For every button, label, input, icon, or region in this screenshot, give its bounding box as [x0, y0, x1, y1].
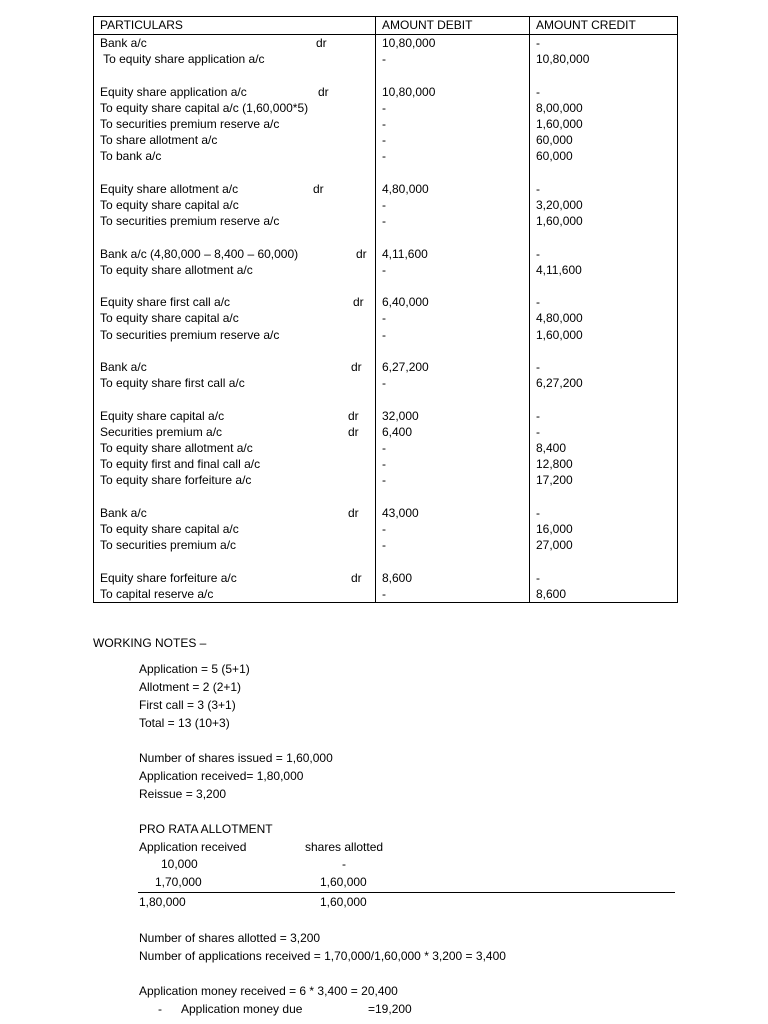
particulars-text: To securities premium reserve a/c [100, 117, 280, 131]
debit-amount-cell: 10,80,000 [376, 35, 530, 52]
particulars-cell [94, 100, 376, 116]
particulars-text: To securities premium a/c [100, 538, 237, 553]
credit-amount-cell [530, 343, 678, 359]
particulars-text: To equity share capital a/c [100, 521, 239, 536]
table-row [94, 408, 678, 424]
table-row [94, 165, 678, 181]
particulars-text: Equity share first call a/c [100, 295, 231, 310]
particulars-text: Equity share forfeiture a/c [100, 570, 237, 585]
ratio-line: First call = 3 (3+1) [139, 698, 236, 712]
ratio-line: Total = 13 (10+3) [139, 716, 230, 730]
table-row [94, 391, 678, 407]
credit-amount-cell [530, 391, 678, 407]
table-header-row [94, 17, 678, 35]
credit-amount-cell: - [530, 359, 678, 375]
debit-amount-cell: - [376, 456, 530, 472]
credit-amount-cell: 4,11,600 [530, 262, 678, 278]
header-particulars: PARTICULARS [94, 17, 376, 35]
ratio-line: Application = 5 (5+1) [139, 662, 250, 676]
particulars-cell [94, 67, 376, 83]
particulars-cell [94, 148, 376, 164]
particulars-cell [94, 489, 376, 505]
credit-amount-cell: 17,200 [530, 472, 678, 488]
particulars-text: To securities premium reserve a/c [100, 327, 280, 342]
particulars-cell [94, 35, 376, 52]
debit-amount-cell: - [376, 521, 530, 537]
table-row [94, 472, 678, 488]
table-row [94, 51, 678, 67]
table-row [94, 521, 678, 537]
credit-amount-cell [530, 229, 678, 245]
particulars-cell [94, 375, 376, 391]
table-row [94, 132, 678, 148]
table-row [94, 181, 678, 197]
particulars-cell [94, 472, 376, 488]
shares-line: Reissue = 3,200 [139, 787, 227, 801]
particulars-text: To equity share capital a/c [100, 311, 239, 326]
pro-rata-cell: 10,000 [161, 857, 198, 871]
particulars-cell [94, 586, 376, 603]
credit-amount-cell: 60,000 [530, 132, 678, 148]
debit-amount-cell: 43,000 [376, 505, 530, 521]
credit-amount-cell: 4,80,000 [530, 310, 678, 326]
particulars-text: Equity share allotment a/c [100, 181, 239, 196]
table-row [94, 586, 678, 603]
pro-rata-total: 1,80,000 [139, 895, 186, 909]
debit-amount-cell: - [376, 51, 530, 67]
pro-rata-heading: PRO RATA ALLOTMENT [139, 822, 273, 836]
credit-amount-cell: 8,00,000 [530, 100, 678, 116]
ratio-line: Allotment = 2 (2+1) [139, 680, 242, 694]
credit-amount-cell: 8,400 [530, 440, 678, 456]
credit-amount-cell [530, 553, 678, 569]
table-row [94, 246, 678, 262]
table-row [94, 310, 678, 326]
debit-amount-cell: 32,000 [376, 408, 530, 424]
particulars-cell [94, 424, 376, 440]
debit-marker: dr [348, 408, 359, 423]
debit-amount-cell: - [376, 310, 530, 326]
table-row [94, 440, 678, 456]
debit-amount-cell: 6,27,200 [376, 359, 530, 375]
debit-marker: dr [316, 36, 327, 50]
particulars-cell [94, 116, 376, 132]
working-notes-heading: WORKING NOTES – [93, 636, 207, 650]
total-rule [138, 892, 675, 893]
table-row [94, 553, 678, 569]
particulars-text: Equity share application a/c [100, 84, 247, 99]
particulars-cell [94, 294, 376, 310]
table-row [94, 213, 678, 229]
table-row [94, 456, 678, 472]
credit-amount-cell: 1,60,000 [530, 213, 678, 229]
debit-marker: dr [353, 295, 364, 310]
pro-rata-cell: 1,70,000 [155, 875, 202, 889]
particulars-cell [94, 229, 376, 245]
debit-amount-cell: - [376, 375, 530, 391]
debit-amount-cell [376, 229, 530, 245]
particulars-cell [94, 359, 376, 375]
particulars-text: Bank a/c [100, 36, 147, 50]
debit-amount-cell [376, 489, 530, 505]
table-row [94, 148, 678, 164]
pro-rata-cell: - [342, 857, 346, 871]
particulars-cell [94, 197, 376, 213]
credit-amount-cell: - [530, 181, 678, 197]
shares-line: Application received= 1,80,000 [139, 769, 304, 783]
debit-amount-cell: 4,11,600 [376, 246, 530, 262]
particulars-cell [94, 391, 376, 407]
debit-amount-cell: - [376, 197, 530, 213]
particulars-cell [94, 570, 376, 586]
table-row [94, 262, 678, 278]
table-row [94, 424, 678, 440]
particulars-text: To capital reserve a/c [100, 586, 214, 601]
debit-marker: dr [351, 359, 362, 374]
due-label: Application money due [181, 1002, 303, 1016]
particulars-text: Bank a/c [100, 505, 147, 520]
credit-amount-cell: 1,60,000 [530, 116, 678, 132]
particulars-cell [94, 310, 376, 326]
debit-amount-cell: - [376, 132, 530, 148]
debit-marker: dr [348, 505, 359, 520]
debit-amount-cell: 6,400 [376, 424, 530, 440]
particulars-cell [94, 262, 376, 278]
journal-entries-table [93, 16, 678, 603]
pro-rata-cell: 1,60,000 [320, 875, 367, 889]
credit-amount-cell: 8,600 [530, 586, 678, 603]
pro-rata-col-shares: shares allotted [305, 840, 384, 854]
particulars-cell [94, 537, 376, 553]
particulars-cell [94, 132, 376, 148]
table-row [94, 294, 678, 310]
credit-amount-cell: 27,000 [530, 537, 678, 553]
table-row [94, 505, 678, 521]
particulars-cell [94, 505, 376, 521]
debit-amount-cell [376, 553, 530, 569]
debit-amount-cell: - [376, 537, 530, 553]
table-row [94, 570, 678, 586]
allotted-line: Number of applications received = 1,70,000/1,60,000 * 3,200 = 3,400 [139, 949, 506, 963]
table-row [94, 197, 678, 213]
debit-marker: dr [356, 246, 367, 261]
debit-amount-cell [376, 391, 530, 407]
debit-amount-cell [376, 67, 530, 83]
credit-amount-cell [530, 278, 678, 294]
table-row [94, 327, 678, 343]
particulars-cell [94, 278, 376, 294]
particulars-text: To bank a/c [100, 149, 162, 164]
table-row [94, 229, 678, 245]
debit-amount-cell: - [376, 213, 530, 229]
particulars-cell [94, 553, 376, 569]
credit-amount-cell: - [530, 35, 678, 52]
allotted-line: Number of shares allotted = 3,200 [139, 931, 321, 945]
debit-amount-cell: - [376, 100, 530, 116]
credit-amount-cell: - [530, 294, 678, 310]
particulars-text: To equity share first call a/c [100, 376, 245, 391]
debit-amount-cell: 8,600 [376, 570, 530, 586]
particulars-text: To share allotment a/c [100, 133, 218, 148]
table-row [94, 343, 678, 359]
table-row [94, 359, 678, 375]
credit-amount-cell: 1,60,000 [530, 327, 678, 343]
debit-amount-cell: 6,40,000 [376, 294, 530, 310]
debit-amount-cell [376, 165, 530, 181]
header-amount-credit: AMOUNT CREDIT [530, 17, 678, 35]
credit-amount-cell: - [530, 424, 678, 440]
debit-amount-cell: - [376, 327, 530, 343]
credit-amount-cell: 60,000 [530, 148, 678, 164]
debit-amount-cell: - [376, 586, 530, 603]
particulars-cell [94, 456, 376, 472]
particulars-text: To equity share capital a/c [100, 198, 239, 212]
credit-amount-cell: 3,20,000 [530, 197, 678, 213]
particulars-cell [94, 181, 376, 197]
credit-amount-cell: 12,800 [530, 456, 678, 472]
table-row [94, 278, 678, 294]
due-value: =19,200 [368, 1002, 412, 1016]
debit-marker: dr [351, 570, 362, 585]
debit-amount-cell: - [376, 262, 530, 278]
debit-amount-cell: - [376, 148, 530, 164]
credit-amount-cell [530, 165, 678, 181]
debit-marker: dr [313, 181, 324, 196]
particulars-text: Bank a/c [100, 359, 147, 374]
debit-marker: dr [348, 424, 359, 439]
table-row [94, 116, 678, 132]
particulars-cell [94, 343, 376, 359]
particulars-cell [94, 521, 376, 537]
particulars-cell [94, 408, 376, 424]
credit-amount-cell [530, 489, 678, 505]
debit-amount-cell: - [376, 440, 530, 456]
credit-amount-cell: - [530, 570, 678, 586]
particulars-cell [94, 84, 376, 100]
shares-line: Number of shares issued = 1,60,000 [139, 751, 333, 765]
particulars-cell [94, 51, 376, 67]
particulars-text: To equity share allotment a/c [100, 262, 253, 277]
particulars-text: Bank a/c (4,80,000 – 8,400 – 60,000) [100, 246, 299, 261]
particulars-text: To securities premium reserve a/c [100, 214, 280, 229]
particulars-text: To equity share capital a/c (1,60,000*5) [100, 100, 309, 115]
particulars-text: To equity share allotment a/c [100, 440, 253, 455]
pro-rata-col-application: Application received [139, 840, 247, 854]
table-row [94, 67, 678, 83]
credit-amount-cell: - [530, 408, 678, 424]
particulars-cell [94, 246, 376, 262]
credit-amount-cell: 16,000 [530, 521, 678, 537]
particulars-cell [94, 440, 376, 456]
credit-amount-cell [530, 67, 678, 83]
debit-amount-cell [376, 278, 530, 294]
particulars-text: To equity share application a/c [100, 52, 265, 67]
debit-amount-cell [376, 343, 530, 359]
debit-amount-cell: 10,80,000 [376, 84, 530, 100]
table-row [94, 35, 678, 52]
debit-amount-cell: - [376, 116, 530, 132]
credit-amount-cell: - [530, 84, 678, 100]
debit-marker: dr [318, 84, 329, 99]
particulars-cell [94, 327, 376, 343]
table-row [94, 537, 678, 553]
header-amount-debit: AMOUNT DEBIT [376, 17, 530, 35]
credit-amount-cell: - [530, 246, 678, 262]
credit-amount-cell: 10,80,000 [530, 51, 678, 67]
due-bullet: - [158, 1002, 162, 1016]
money-received-line: Application money received = 6 * 3,400 = 20,400 [139, 984, 398, 998]
credit-amount-cell: - [530, 505, 678, 521]
particulars-text: To equity first and final call a/c [100, 457, 261, 472]
particulars-cell [94, 213, 376, 229]
table-row [94, 375, 678, 391]
particulars-text: Equity share capital a/c [100, 408, 225, 423]
pro-rata-total: 1,60,000 [320, 895, 367, 909]
table-row [94, 100, 678, 116]
debit-amount-cell: - [376, 472, 530, 488]
credit-amount-cell: 6,27,200 [530, 375, 678, 391]
particulars-text: Securities premium a/c [100, 424, 223, 439]
table-row [94, 84, 678, 100]
particulars-cell [94, 165, 376, 181]
debit-amount-cell: 4,80,000 [376, 181, 530, 197]
table-row [94, 489, 678, 505]
particulars-text: To equity share forfeiture a/c [100, 473, 252, 488]
